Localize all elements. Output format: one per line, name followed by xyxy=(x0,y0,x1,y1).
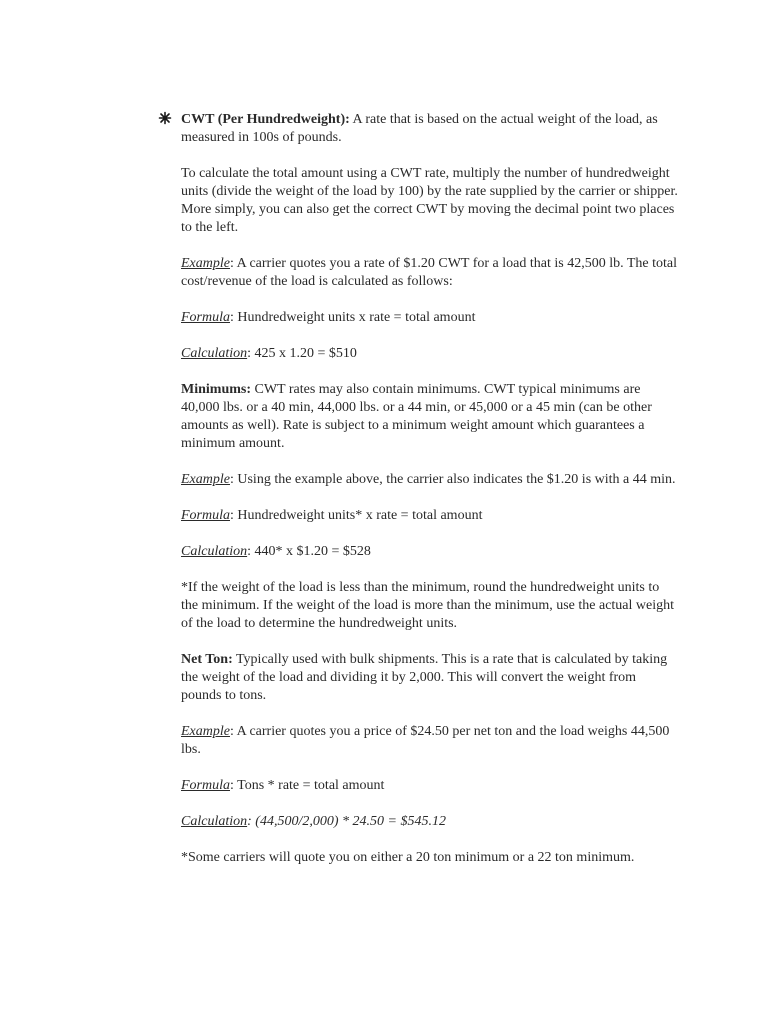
minimums-example-label: Example xyxy=(181,472,230,487)
cwt-formula xyxy=(181,309,679,327)
cwt-calculation-text: : 425 x 1.20 = $510 xyxy=(247,346,357,361)
minimums-example xyxy=(181,471,679,489)
net-ton-example-label: Example xyxy=(181,724,230,739)
minimums-formula-label: Formula xyxy=(181,508,230,523)
minimums-text: CWT rates may also contain minimums. CWT typical minimums are 40,000 lbs. or a 40 min, 44,000 lbs. or a 44 min, or 45,000 or a 45 min (can be other amounts as well). Rate is subject to a minimum weight amount which guarantees a minimum amount. xyxy=(181,382,652,451)
cwt-formula-text: : Hundredweight units x rate = total amount xyxy=(230,310,476,325)
net-ton-definition xyxy=(181,651,679,705)
minimums-heading: Minimums: xyxy=(181,382,251,397)
minimums-calculation xyxy=(181,543,679,561)
document-body xyxy=(181,111,679,885)
net-ton-example xyxy=(181,723,679,759)
net-ton-formula xyxy=(181,777,679,795)
net-ton-note: *Some carriers will quote you on either a 20 ton minimum or a 22 ton minimum. xyxy=(181,850,635,865)
net-ton-formula-text: : Tons * rate = total amount xyxy=(230,778,385,793)
cwt-calculation-label: Calculation xyxy=(181,346,248,361)
cwt-intro: A rate that is based on the actual weight of the load, as measured in 100s of pounds. xyxy=(181,112,658,145)
cwt-example-label: Example xyxy=(181,256,230,271)
net-ton-example-text: : A carrier quotes you a price of $24.50 per net ton and the load weighs 44,500 lbs. xyxy=(181,724,670,757)
net-ton-heading: Net Ton: xyxy=(181,652,233,667)
net-ton-calculation-label: Calculation xyxy=(181,814,248,829)
minimums-note: *If the weight of the load is less than the minimum, round the hundredweight units to the minimum. If the weight of the load is more than the minimum, use the actual weight of the load to determine the hundredweight units. xyxy=(181,580,675,631)
minimums-calculation-label: Calculation xyxy=(181,544,248,559)
cwt-calculation xyxy=(181,345,679,363)
minimums-calculation-text: : 440* x $1.20 = $528 xyxy=(247,544,371,559)
cwt-formula-label: Formula xyxy=(181,310,230,325)
net-ton-formula-label: Formula xyxy=(181,778,230,793)
cwt-example-text: : A carrier quotes you a rate of $1.20 CWT for a load that is 42,500 lb. The total cost/revenue of the load is calculated as follows: xyxy=(181,256,677,289)
cwt-definition xyxy=(181,111,679,147)
cwt-heading: CWT (Per Hundredweight): xyxy=(181,112,350,127)
minimums-formula xyxy=(181,507,679,525)
net-ton-text: Typically used with bulk shipments. This is a rate that is calculated by taking the weight of the load and dividing it by 2,000. This will convert the weight from pounds to tons. xyxy=(181,652,668,703)
cwt-example xyxy=(181,255,679,291)
asterisk-bullet-icon xyxy=(158,111,172,125)
minimums-formula-text: : Hundredweight units* x rate = total amount xyxy=(230,508,483,523)
minimums-example-text: : Using the example above, the carrier also indicates the $1.20 is with a 44 min. xyxy=(229,472,676,487)
cwt-calc-paragraph: To calculate the total amount using a CWT rate, multiply the number of hundredweight units (divide the weight of the load by 100) by the rate supplied by the carrier or shipper. More simply, you can also get the correct CWT by moving the decimal point two places to the left. xyxy=(181,166,678,235)
minimums-definition xyxy=(181,381,679,453)
net-ton-calculation xyxy=(181,813,679,831)
net-ton-calculation-text: : (44,500/2,000) * 24.50 = $545.12 xyxy=(247,814,446,829)
